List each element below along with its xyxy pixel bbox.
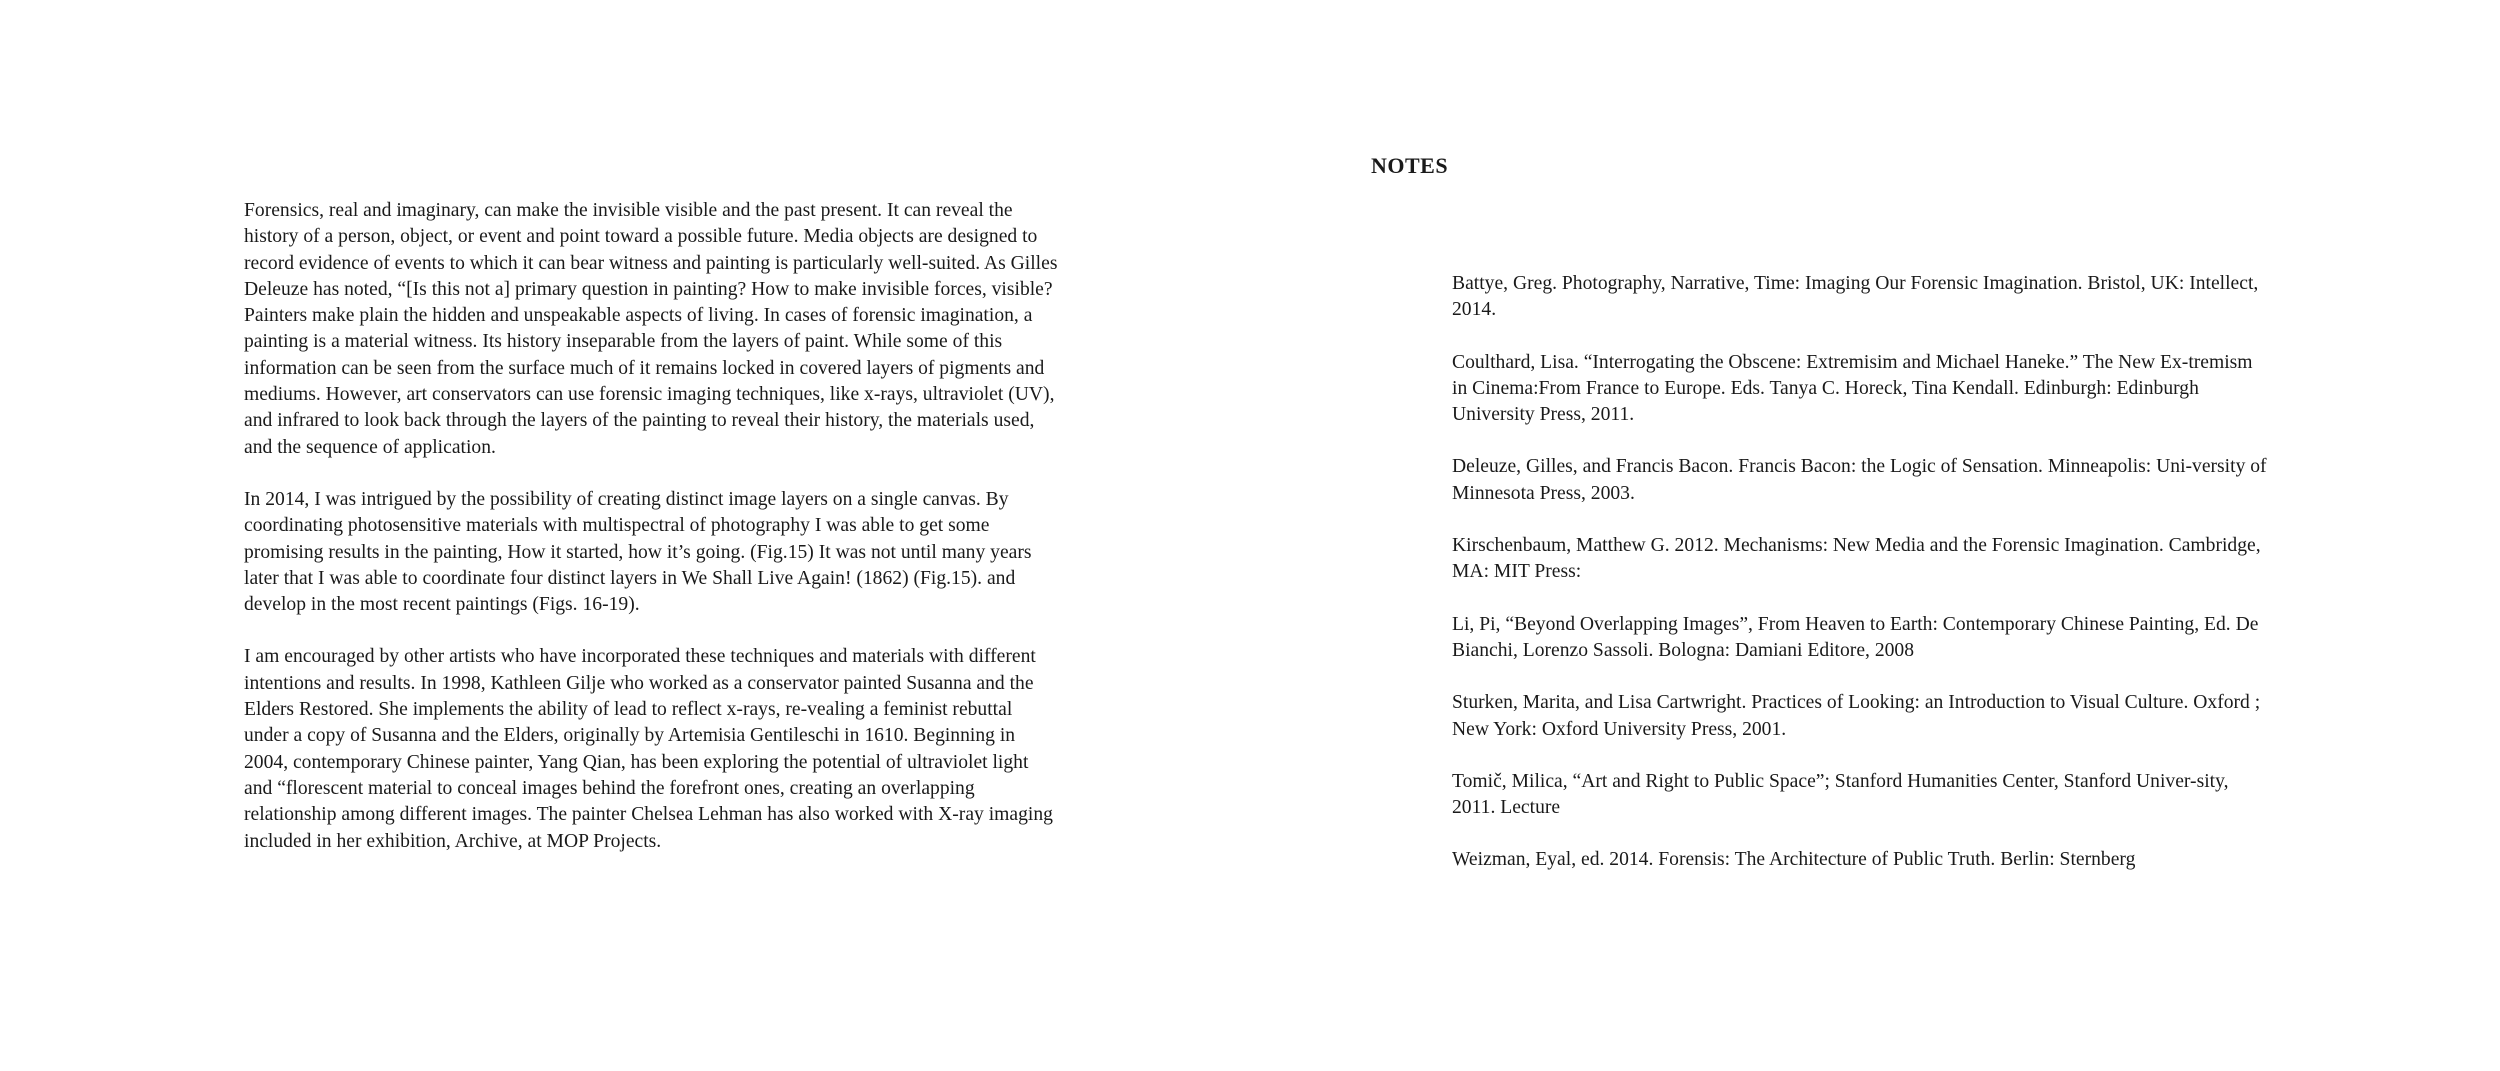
- notes-title: NOTES: [1371, 153, 1449, 178]
- note-entry: Weizman, Eyal, ed. 2014. Forensis: The Architecture of Public Truth. Berlin: Sternberg: [1452, 849, 2136, 871]
- essay-column: [244, 198, 1059, 881]
- note-entry: Battye, Greg. Photography, Narrative, Time: Imaging Our Forensic Imagination. Bristol, UK: Intellect, 2014.: [1452, 273, 2259, 321]
- note-entry: Sturken, Marita, and Lisa Cartwright. Practices of Looking: an Introduction to Visual Culture. Oxford ; New York: Oxford University Press, 2001.: [1452, 692, 2261, 740]
- note-entry: Kirschenbaum, Matthew G. 2012. Mechanisms: New Media and the Forensic Imagination. Cambridge, MA: MIT Press:: [1452, 535, 2261, 583]
- essay-paragraph: In 2014, I was intrigued by the possibility of creating distinct image layers on a single canvas. By coordinating photosensitive materials with multispectral of photography I was able to get some promising results in the painting, How it started, how it’s going. (Fig.15) It was not until many years later that I was able to coordinate four distinct layers in We Shall Live Again! (1862) (Fig.15). and develop in the most recent paintings (Figs. 16-19).: [244, 488, 1032, 616]
- note-entry: Tomič, Milica, “Art and Right to Public Space”; Stanford Humanities Center, Stanford Univer-sity, 2011. Lecture: [1452, 770, 2229, 819]
- essay-paragraph: I am encouraged by other artists who have incorporated these techniques and materials with different intentions and results. In 1998, Kathleen Gilje who worked as a conservator painted Susanna and the Elders Restored. She implements the ability of lead to reflect x-rays, re-vealing a feminist rebuttal under a copy of Susanna and the Elders, originally by Artemisia Gentileschi in 1610. Beginning in 2004, contemporary Chinese painter, Yang Qian, has been exploring the potential of ultraviolet light and “florescent material to conceal images behind the forefront ones, creating an overlapping relationship among different images. The painter Chelsea Lehman has also worked with X-ray imaging included in her exhibition, Archive, at MOP Projects.: [244, 646, 1053, 852]
- note-entry: Deleuze, Gilles, and Francis Bacon. Francis Bacon: the Logic of Sensation. Minneapolis: Uni-versity of Minnesota Press, 2003.: [1452, 456, 2267, 504]
- essay-paragraph: Forensics, real and imaginary, can make the invisible visible and the past present. It can reveal the history of a person, object, or event and point toward a possible future. Media objects are designed to record evidence of events to which it can bear witness and painting is particularly well-suited. As Gilles Deleuze has noted, “[Is this not a] primary question in painting? How to make invisible forces, visible? Painters make plain the hidden and unspeakable aspects of living. In cases of forensic imagination, a painting is a material witness. Its history inseparable from the layers of paint. While some of this information can be seen from the surface much of it remains locked in covered layers of pigments and mediums. However, art conservators can use forensic imaging techniques, like x-rays, ultraviolet (UV), and infrared to look back through the layers of the painting to reveal their history, the materials used, and the sequence of application.: [244, 200, 1058, 458]
- note-entry: Coulthard, Lisa. “Interrogating the Obscene: Extremisim and Michael Haneke.” The New Ex-tremism in Cinema:From France to Europe. Eds. Tanya C. Horeck, Tina Kendall. Edinburgh: Edinburgh University Press, 2011.: [1452, 351, 2253, 426]
- note-entry: Li, Pi, “Beyond Overlapping Images”, From Heaven to Earth: Contemporary Chinese Painting, Ed. De Bianchi, Lorenzo Sassoli. Bologna: Damiani Editore, 2008: [1452, 613, 2259, 661]
- notes-list: [1452, 271, 2272, 900]
